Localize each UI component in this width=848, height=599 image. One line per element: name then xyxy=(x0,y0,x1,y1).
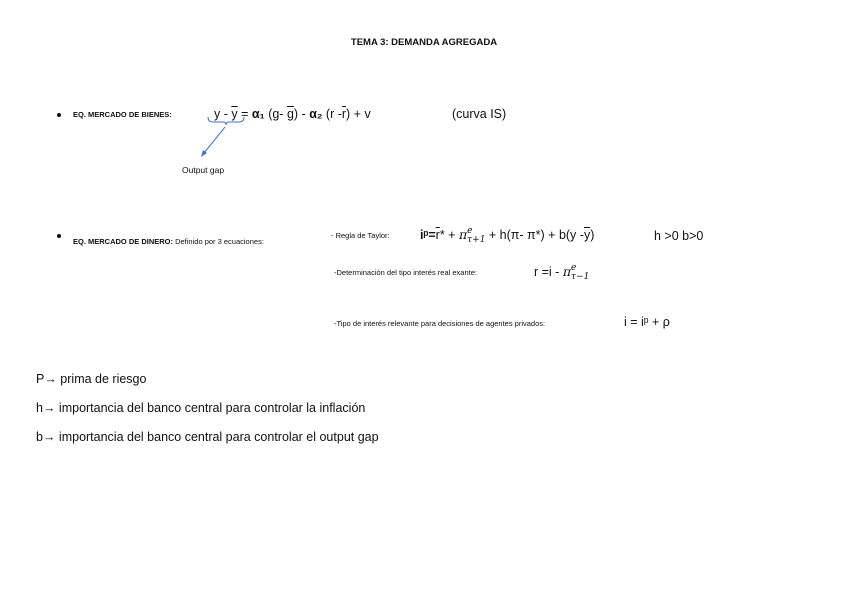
is-y: y - xyxy=(214,107,232,121)
taylor-sup-e: e xyxy=(467,225,473,236)
taylor-equation xyxy=(420,223,594,247)
is-rbar: $\overline{r}$ xyxy=(341,107,347,121)
taylor-close: ) xyxy=(590,228,595,242)
real-rate-equation xyxy=(534,260,589,284)
brace-icon xyxy=(208,117,244,125)
dinero-label: EQ. MERCADO DE DINERO: xyxy=(73,237,174,246)
is-g-close: ) - xyxy=(293,107,310,121)
dinero-label-line xyxy=(73,231,264,249)
real-rate-text: r =i - xyxy=(534,265,563,279)
is-r-open: (r - xyxy=(322,107,342,121)
note-prima-riesgo: P→ prima de riesgo xyxy=(36,372,147,386)
is-tail: ) + v xyxy=(346,107,371,121)
is-g-open: (g- xyxy=(264,107,287,121)
output-gap-label: Output gap xyxy=(182,165,225,175)
is-gbar: $\overline{g}$ xyxy=(286,107,294,121)
private-rate-equation: i = iᵖ + ρ xyxy=(624,315,670,329)
dinero-desc: Definido por 3 ecuaciones: xyxy=(173,237,264,246)
taylor-pi: π xyxy=(458,227,468,242)
is-alpha1: α₁ xyxy=(251,107,265,121)
real-rate-label: -Determinación del tipo interés real exante: xyxy=(334,268,477,277)
real-rate-sub-tm1: τ−1 xyxy=(571,271,590,282)
taylor-ip: iᵖ= xyxy=(420,228,436,242)
bienes-label: EQ. MERCADO DE BIENES: xyxy=(73,110,172,119)
is-alpha2: α₂ xyxy=(309,107,323,121)
is-ybar: $\overline{y}$ xyxy=(231,107,238,121)
page-title: TEMA 3: DEMANDA AGREGADA xyxy=(350,37,498,48)
note-h: h→ importancia del banco central para controlar la inflación xyxy=(36,401,366,415)
taylor-rest: + h(π- π*) + b(y - xyxy=(485,228,584,242)
bullet-dinero xyxy=(57,234,61,238)
real-rate-pi: π xyxy=(562,264,572,279)
taylor-ybar: $\overline{y}$ xyxy=(583,228,591,242)
taylor-label: - Regla de Taylor: xyxy=(331,231,390,240)
note-b: b→ importancia del banco central para controlar el output gap xyxy=(36,430,379,444)
is-equals: = xyxy=(237,107,252,121)
real-rate-sup-e: e xyxy=(571,262,577,273)
taylor-condition: h >0 b>0 xyxy=(654,229,704,243)
curva-is-label: (curva IS) xyxy=(452,107,507,121)
private-rate-label: -Tipo de interés relevante para decisiones de agentes privados: xyxy=(334,319,546,328)
arrow-line xyxy=(204,127,225,153)
taylor-rbar: $\overline{r}$ xyxy=(435,228,440,242)
taylor-sub-t1: τ+1 xyxy=(467,234,486,245)
bullet-bienes xyxy=(57,113,61,117)
output-gap-brace-arrow xyxy=(195,115,255,160)
taylor-star: * + xyxy=(439,228,459,242)
